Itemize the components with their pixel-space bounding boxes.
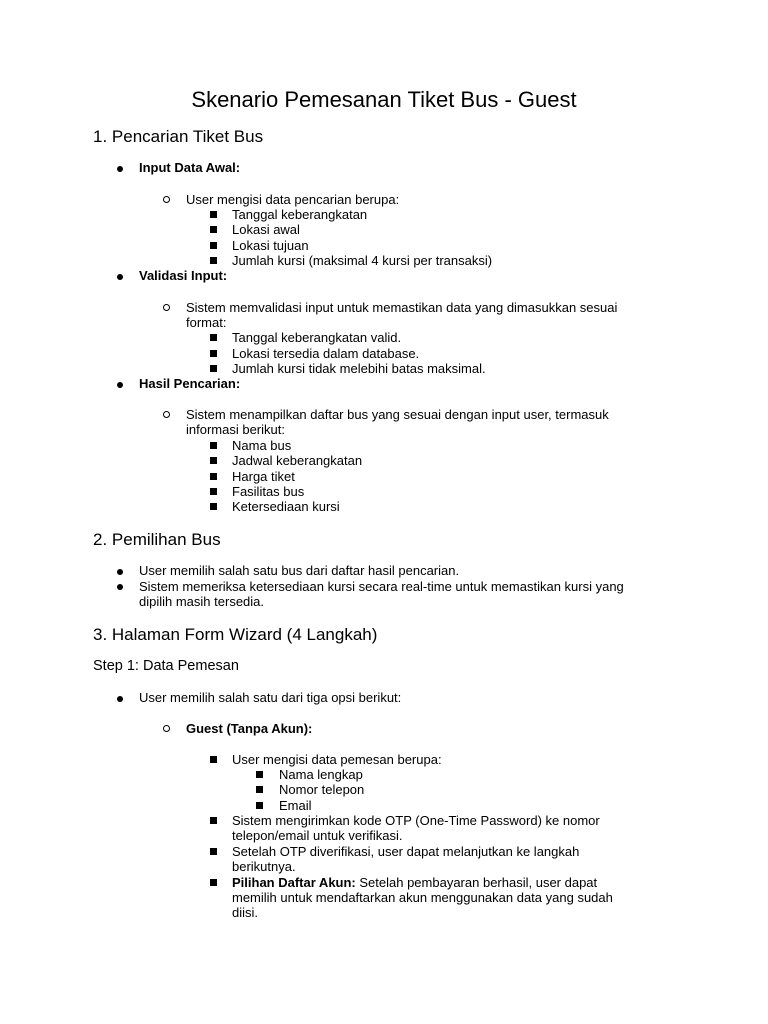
section-3-heading: 3. Halaman Form Wizard (4 Langkah) [93, 625, 378, 644]
list-item: Tanggal keberangkatan valid. [232, 330, 402, 345]
daftar-akun-line-1 [232, 875, 597, 891]
list-item: Nama bus [232, 438, 292, 453]
daftar-akun-label: Pilihan Daftar Akun: [232, 875, 356, 890]
bullet-square [210, 350, 217, 357]
list-item: Lokasi tujuan [232, 238, 309, 253]
list-item: Jumlah kursi (maksimal 4 kursi per transaksi) [232, 253, 493, 268]
guest-label: Guest (Tanpa Akun): [186, 721, 313, 736]
document-title: Skenario Pemesanan Tiket Bus - Guest [191, 87, 577, 112]
pemilihan-item-2: Sistem memeriksa ketersediaan kursi secara real-time untuk memastikan kursi yang [139, 579, 624, 594]
pemilihan-item-1: User memilih salah satu bus dari daftar hasil pencarian. [139, 563, 460, 578]
list-item: Lokasi tersedia dalam database. [232, 346, 420, 361]
bullet-square [256, 786, 263, 793]
list-item: Tanggal keberangkatan [232, 207, 368, 222]
bullet-circle [163, 411, 170, 418]
list-item: Jumlah kursi tidak melebihi batas maksimal. [232, 361, 486, 376]
hasil-pencarian-label: Hasil Pencarian: [139, 376, 241, 391]
bullet-disc [117, 166, 123, 172]
bullet-disc [117, 569, 123, 575]
step-1-heading: Step 1: Data Pemesan [93, 658, 239, 674]
bullet-square [210, 817, 217, 824]
daftar-akun-text: Setelah pembayaran berhasil, user dapat [355, 875, 598, 890]
daftar-akun-line-2: memilih untuk mendaftarkan akun menggunakan data yang sudah [232, 890, 613, 905]
bullet-square [210, 879, 217, 886]
pemilihan-item-2-cont: dipilih masih tersedia. [139, 594, 265, 609]
validasi-input-label: Validasi Input: [139, 268, 228, 283]
bullet-square [210, 211, 217, 218]
after-otp-text-cont: berikutnya. [232, 859, 296, 874]
bullet-square [210, 756, 217, 763]
after-otp-text: Setelah OTP diverifikasi, user dapat melanjutkan ke langkah [232, 844, 580, 859]
bullet-square [210, 473, 217, 480]
bullet-square [210, 226, 217, 233]
bullet-circle [163, 725, 170, 732]
list-item: Ketersediaan kursi [232, 499, 340, 514]
validasi-desc: Sistem memvalidasi input untuk memastikan data yang dimasukkan sesuai [186, 300, 618, 315]
bullet-square [210, 848, 217, 855]
validasi-desc-cont: format: [186, 315, 227, 330]
list-item: Fasilitas bus [232, 484, 305, 499]
list-item: Harga tiket [232, 469, 295, 484]
bullet-disc [117, 274, 123, 280]
otp-text-cont: telepon/email untuk verifikasi. [232, 828, 403, 843]
bullet-square [210, 442, 217, 449]
section-1-heading: 1. Pencarian Tiket Bus [93, 127, 264, 146]
bullet-disc [117, 382, 123, 388]
input-data-label: Input Data Awal: [139, 160, 241, 175]
list-item: Jadwal keberangkatan [232, 453, 363, 468]
daftar-akun-line-3: diisi. [232, 905, 259, 920]
bullet-square [210, 488, 217, 495]
bullet-square [210, 365, 217, 372]
bullet-square [210, 257, 217, 264]
bullet-circle [163, 304, 170, 311]
hasil-desc: Sistem menampilkan daftar bus yang sesuai dengan input user, termasuk [186, 407, 609, 422]
otp-text: Sistem mengirimkan kode OTP (One-Time Password) ke nomor [232, 813, 600, 828]
bullet-square [210, 457, 217, 464]
hasil-desc-cont: informasi berikut: [186, 422, 285, 437]
bullet-square [210, 242, 217, 249]
list-item: Nama lengkap [279, 767, 363, 782]
list-item: Email [279, 798, 312, 813]
bullet-square [256, 771, 263, 778]
bullet-square [210, 334, 217, 341]
list-item: Nomor telepon [279, 782, 365, 797]
list-item: Lokasi awal [232, 222, 300, 237]
bullet-disc [117, 696, 123, 702]
bullet-disc [117, 584, 123, 590]
bullet-square [210, 503, 217, 510]
bullet-circle [163, 196, 170, 203]
option-intro: User memilih salah satu dari tiga opsi berikut: [139, 690, 402, 705]
guest-desc: User mengisi data pemesan berupa: [232, 752, 442, 767]
section-2-heading: 2. Pemilihan Bus [93, 530, 221, 549]
bullet-square [256, 802, 263, 809]
input-data-desc: User mengisi data pencarian berupa: [186, 192, 400, 207]
